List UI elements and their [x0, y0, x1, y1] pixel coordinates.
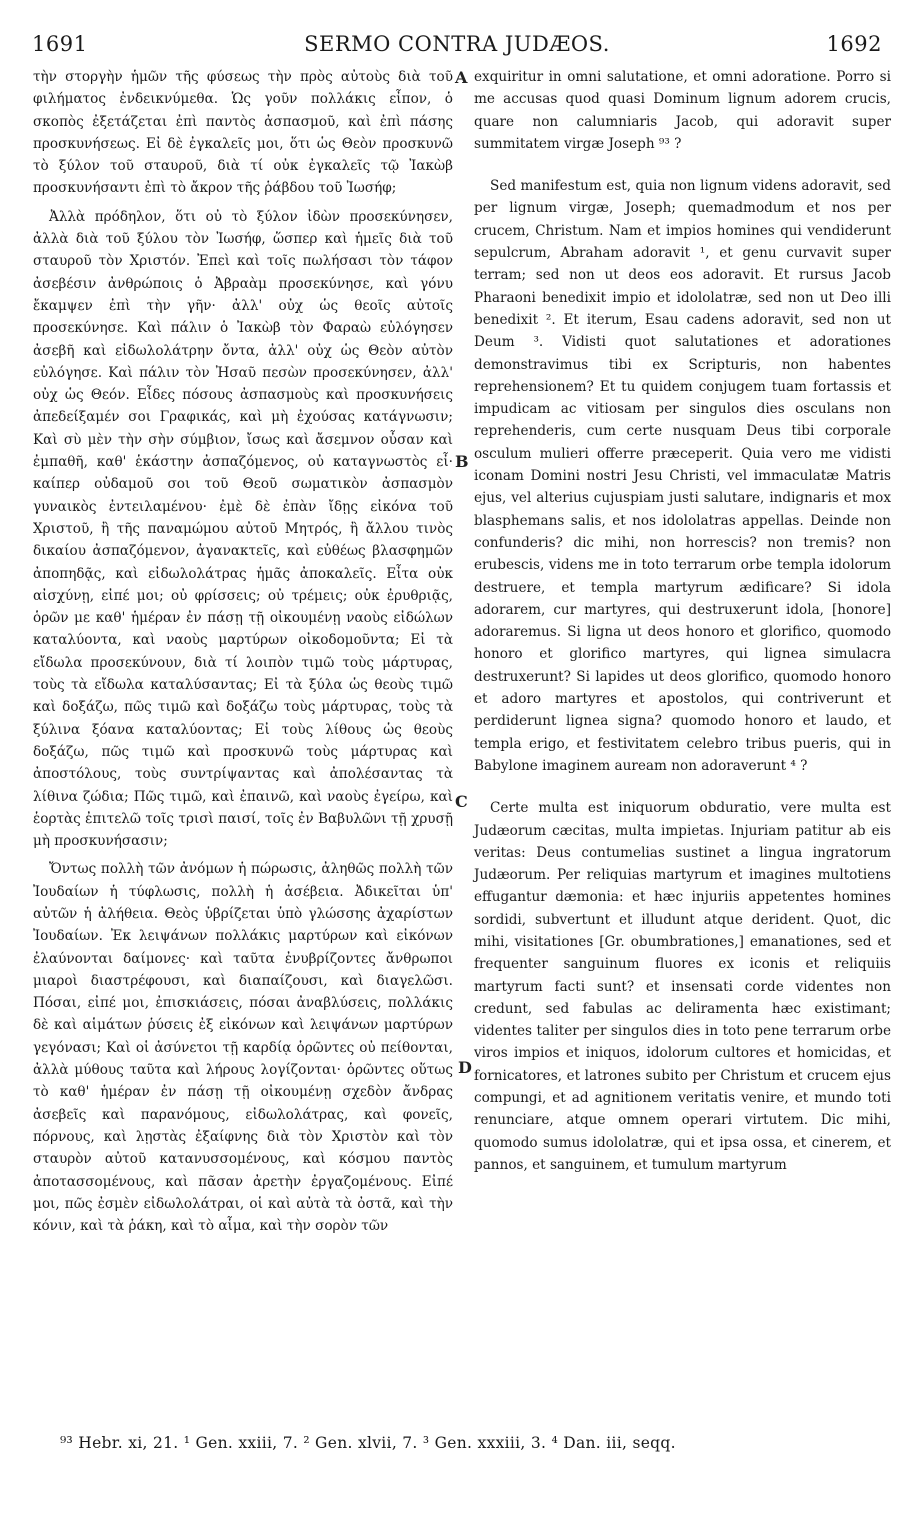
paragraph-gap [474, 783, 891, 797]
margin-letter-a: A [455, 68, 468, 87]
running-header [32, 32, 882, 62]
latin-column [474, 66, 891, 1182]
paragraph-gap [474, 161, 891, 175]
greek-paragraph: Ὄντως πολλὴ τῶν ἀνόμων ἡ πώρωσις, ἀληθῶς πολλὴ τῶν Ἰουδαίων ἡ τύφλωσις, πολλὴ ἡ ἀσέβεια. Ἀδικεῖται ὑπ' αὐτῶν ἡ ἀλήθεια. Θεὸς ὑβρίζεται ὑπὸ γλώσσης ἀχαρίστων Ἰουδαίων. Ἐκ λειψάνων πολλάκις μαρτύρων καὶ εἰκόνων ἐλαύνονται δαίμονες· καὶ ταῦτα ἐνυβρίζοντες ἄνθρωποι μιαροὶ διαστρέφουσι, καὶ διαπαίζουσι, καὶ διαγελῶσι. Πόσαι, εἰπέ μοι, ἐπισκιάσεις, πόσαι ἀναβλύσεις, πολλάκις δὲ καὶ αἱμάτων ῥύσεις ἐξ εἰκόνων καὶ λειψάνων μαρτύρων γεγόνασι; Καὶ οἱ ἀσύνετοι τῇ καρδίᾳ ὁρῶντες οὐ πείθονται, ἀλλὰ μύθους ταῦτα καὶ λήρους λογίζονται· ὁρῶντες οὕτως τὸ καθ' ἡμέραν ἐν πάσῃ τῇ οἰκουμένῃ σχεδὸν ἄνδρας ἀσεβεῖς καὶ παρανόμους, εἰδωλολάτρας, καὶ φονεῖς, πόρνους, καὶ λῃστὰς ἐξαίφνης διὰ τὸν Χριστὸν καὶ τὸν σταυρὸν αὐτοῦ κατανυσσομένους, καὶ κόσμου παντὸς ἀποτασσομένους, καὶ πᾶσαν ἀρετὴν ἐργαζομένους. Εἰπέ μοι, πῶς ἐσμὲν εἰδωλολάτραι, οἱ καὶ αὐτὰ τὰ ὀστᾶ, καὶ τὴν κόνιν, καὶ τὰ ῥάκη, καὶ τὸ αἷμα, καὶ τὴν σορὸν τῶν [33, 861, 453, 1235]
latin-paragraph: Sed manifestum est, quia non lignum videns adoravit, sed per lignum virgæ, Joseph; quemadmodum et nos per crucem, Christum. Nam et impios homines qui vendiderunt sepulcrum, Abraham adoravit ¹, et genu curvavit super terram; sed non ut deos eos adoravit. Et rursus Jacob Pharaoni benedixit impio et idololatræ, sed non ut Deo illi benedixit ². Et iterum, Esau cadens adoravit, sed non ut Deum ³. Vidisti quot salutationes et adorationes demonstravimus tibi ex Scripturis, non habentes reprehensionem? Et tu quidem conjugem tuam fortassis et impudicam ac vitiosam per singulos dies osculans non reprehenderis, cum certe nusquam Deus tibi corporale osculum mulieri offerre præceperit. Quia vero me vidisti iconam Domini nostri Jesu Christi, vel immaculatæ Matris ejus, vel alterius cujuspiam justi salutare, indignaris et mox blasphemans salis, et nos idololatras appellas. Deinde non confunderis? dic mihi, non horrescis? non tremis? non erubescis, videns me in toto terrarum orbe templa idolorum destruere, et templa martyrum ædificare? Si idola adorarem, cur martyres, qui destruxerunt idola, [honore] adoraremus. Si ligna ut deos honoro et glorifico, quomodo honoro et glorifico martyres, qui lignea simulacra destruxerunt? Si lapides ut deos glorifico, quomodo honoro et adoro martyres et apostolos, qui contriverunt et perdiderunt lignea signa? quomodo honoro et laudo, et templa erigo, et festivitatem celebro tribus pueris, qui in Babylone imaginem auream non adoraverunt ⁴ ? [474, 178, 891, 774]
page-number-right: 1692 [826, 32, 882, 56]
margin-letter-b: B [455, 452, 469, 471]
greek-paragraph: Ἀλλὰ πρόδηλον, ὅτι οὐ τὸ ξύλον ἰδὼν προσεκύνησεν, ἀλλὰ διὰ τοῦ ξύλου τὸν Ἰωσήφ, ὥσπερ καὶ ἡμεῖς διὰ τοῦ σταυροῦ τὸν Χριστόν. Ἐπεὶ καὶ τοῖς πωλήσασι τὸν τάφον ἀσεβέσιν ἀνθρώποις ὁ Ἀβραὰμ προσεκύνησε, καὶ γόνυ ἔκαμψεν ἐπὶ τὴν γῆν· ἀλλ' οὐχ ὡς θεοῖς αὐτοῖς προσεκύνησε. Καὶ πάλιν ὁ Ἰακὼβ τὸν Φαραὼ εὐλόγησεν ἀσεβῆ καὶ εἰδωλολάτρην ὄντα, ἀλλ' οὐχ ὡς Θεὸν αὐτὸν εὐλόγησε. Καὶ πάλιν τὸν Ἠσαῦ πεσὼν προσεκύνησεν, ἀλλ' οὐχ ὡς Θεόν. Εἶδες πόσους ἀσπασμοὺς καὶ προσκυνήσεις ἀπεδείξαμέν σοι Γραφικάς, καὶ μὴ ἐχούσας κατάγνωσιν; Καὶ σὺ μὲν τὴν σὴν σύμβιον, ἴσως καὶ ἄσεμνον οὖσαν καὶ ἐμπαθῆ, καθ' ἑκάστην ἀσπαζόμενος, οὐ καταγνωστὸς εἶ· καίπερ οὐδαμοῦ σοι τοῦ Θεοῦ σωματικὸν ἀσπασμὸν γυναικὸς ἐντειλαμένου· ἐμὲ δὲ ἐπὰν ἴδῃς εἰκόνα τοῦ Χριστοῦ, ἢ τῆς παναμώμου αὐτοῦ Μητρός, ἢ ἄλλου τινὸς δικαίου ἀσπαζόμενον, ἀγανακτεῖς, καὶ εὐθέως βλασφημῶν ἀποπηδᾷς, καὶ εἰδωλολάτρας ἡμᾶς ἀποκαλεῖς. Εἶτα οὐκ αἰσχύνῃ, εἰπέ μοι; οὐ φρίσσεις; οὐ τρέμεις; οὐκ ἐρυθριᾷς, ὁρῶν με καθ' ἡμέραν ἐν πάσῃ τῇ οἰκουμένῃ ναοὺς εἰδώλων καταλύοντα, καὶ ναοὺς μαρτύρων οἰκοδομοῦντα; Εἰ τὰ εἴδωλα προσεκύνουν, διὰ τί λοιπὸν τιμῶ τοὺς μάρτυρας, τοὺς τὰ εἴδωλα καταλύσαντας; Εἰ τὰ ξύλα ὡς θεοὺς τιμῶ καὶ δοξάζω, πῶς τιμῶ καὶ δοξάζω τοὺς μάρτυρας, τοὺς τὰ ξύλινα ξόανα καταλύοντας; Εἰ τοὺς λίθους ὡς θεοὺς δοξάζω, πῶς τιμῶ καὶ προσκυνῶ τοὺς μάρτυρας καὶ ἀποστόλους, τοὺς συντρίψαντας καὶ ἀπολέσαντας τὰ λίθινα ζώδια; Πῶς τιμῶ, καὶ ἐπαινῶ, καὶ ναοὺς ἐγείρω, καὶ ἑορτὰς ἐπιτελῶ τοῖς τρισὶ παισί, τοῖς ἐν Βαβυλῶνι τῇ χρυσῇ μὴ προσκυνήσασιν; [33, 208, 453, 850]
latin-paragraph: exquiritur in omni salutatione, et omni adoratione. Porro si me accusas quod quasi Dominum lignum adorem crucis, quare non calumniaris Jacob, qui adoravit super summitatem virgæ Joseph ⁹³ ? [474, 69, 891, 152]
greek-column [33, 66, 453, 1243]
greek-paragraph: τὴν στοργὴν ἡμῶν τῆς φύσεως τὴν πρὸς αὐτοὺς διὰ τοῦ φιλήματος ἐνδεικνύμεθα. Ὡς γοῦν πολλάκις εἶπον, ὁ σκοπὸς ἐξετάζεται ἐπὶ παντὸς ἀσπασμοῦ, καὶ ἐπὶ πάσης προσκυνήσεως. Εἰ δὲ ἐγκαλεῖς μοι, ὅτι ὡς Θεὸν προσκυνῶ τὸ ξύλον τοῦ σταυροῦ, διὰ τί οὐκ ἐγκαλεῖς τῷ Ἰακὼβ προσκυνήσαντι ἐπὶ τὸ ἄκρον τῆς ῥάβδου τοῦ Ἰωσήφ; [33, 69, 453, 197]
running-title: SERMO CONTRA JUDÆOS. [304, 32, 610, 56]
latin-paragraph: Certe multa est iniquorum obduratio, vere multa est Judæorum cæcitas, multa impietas. Injuriam patitur ab eis veritas: Deus contumelias sustinet a lingua ingratorum Judæorum. Per reliquias martyrum et imagines multotiens effugantur dæmonia: et hæc injuriis appetentes homines sordidi, subvertunt et illudunt atque derident. Quot, dic mihi, visitationes [Gr. obumbrationes,] emanationes, sed et frequenter sanguinum fluores ex iconis et reliquiis martyrum facti sunt? et insensati corde videntes non credunt, sed fabulas ac deliramenta hæc existimant; videntes taliter per singulos dies in toto pene terrarum orbe viros impios et iniquos, idolorum cultores et homicidas, et fornicatores, et latrones subito per Christum et crucem ejus compungi, et ad agnitionem veritatis venire, et mundo toti renunciare, atque omnem operari virtutem. Dic mihi, quomodo sumus idololatræ, qui et ipsa ossa, et cinerem, et pannos, et sanguinem, et tumulum martyrum [474, 800, 891, 1173]
margin-letter-c: C [455, 792, 468, 811]
page-number-left: 1691 [32, 32, 88, 56]
margin-letter-d: D [458, 1058, 472, 1077]
footnotes: ⁹³ Hebr. xi, 21. ¹ Gen. xxiii, 7. ² Gen. xlvii, 7. ³ Gen. xxxiii, 3. ⁴ Dan. iii, seqq. [60, 1434, 676, 1452]
